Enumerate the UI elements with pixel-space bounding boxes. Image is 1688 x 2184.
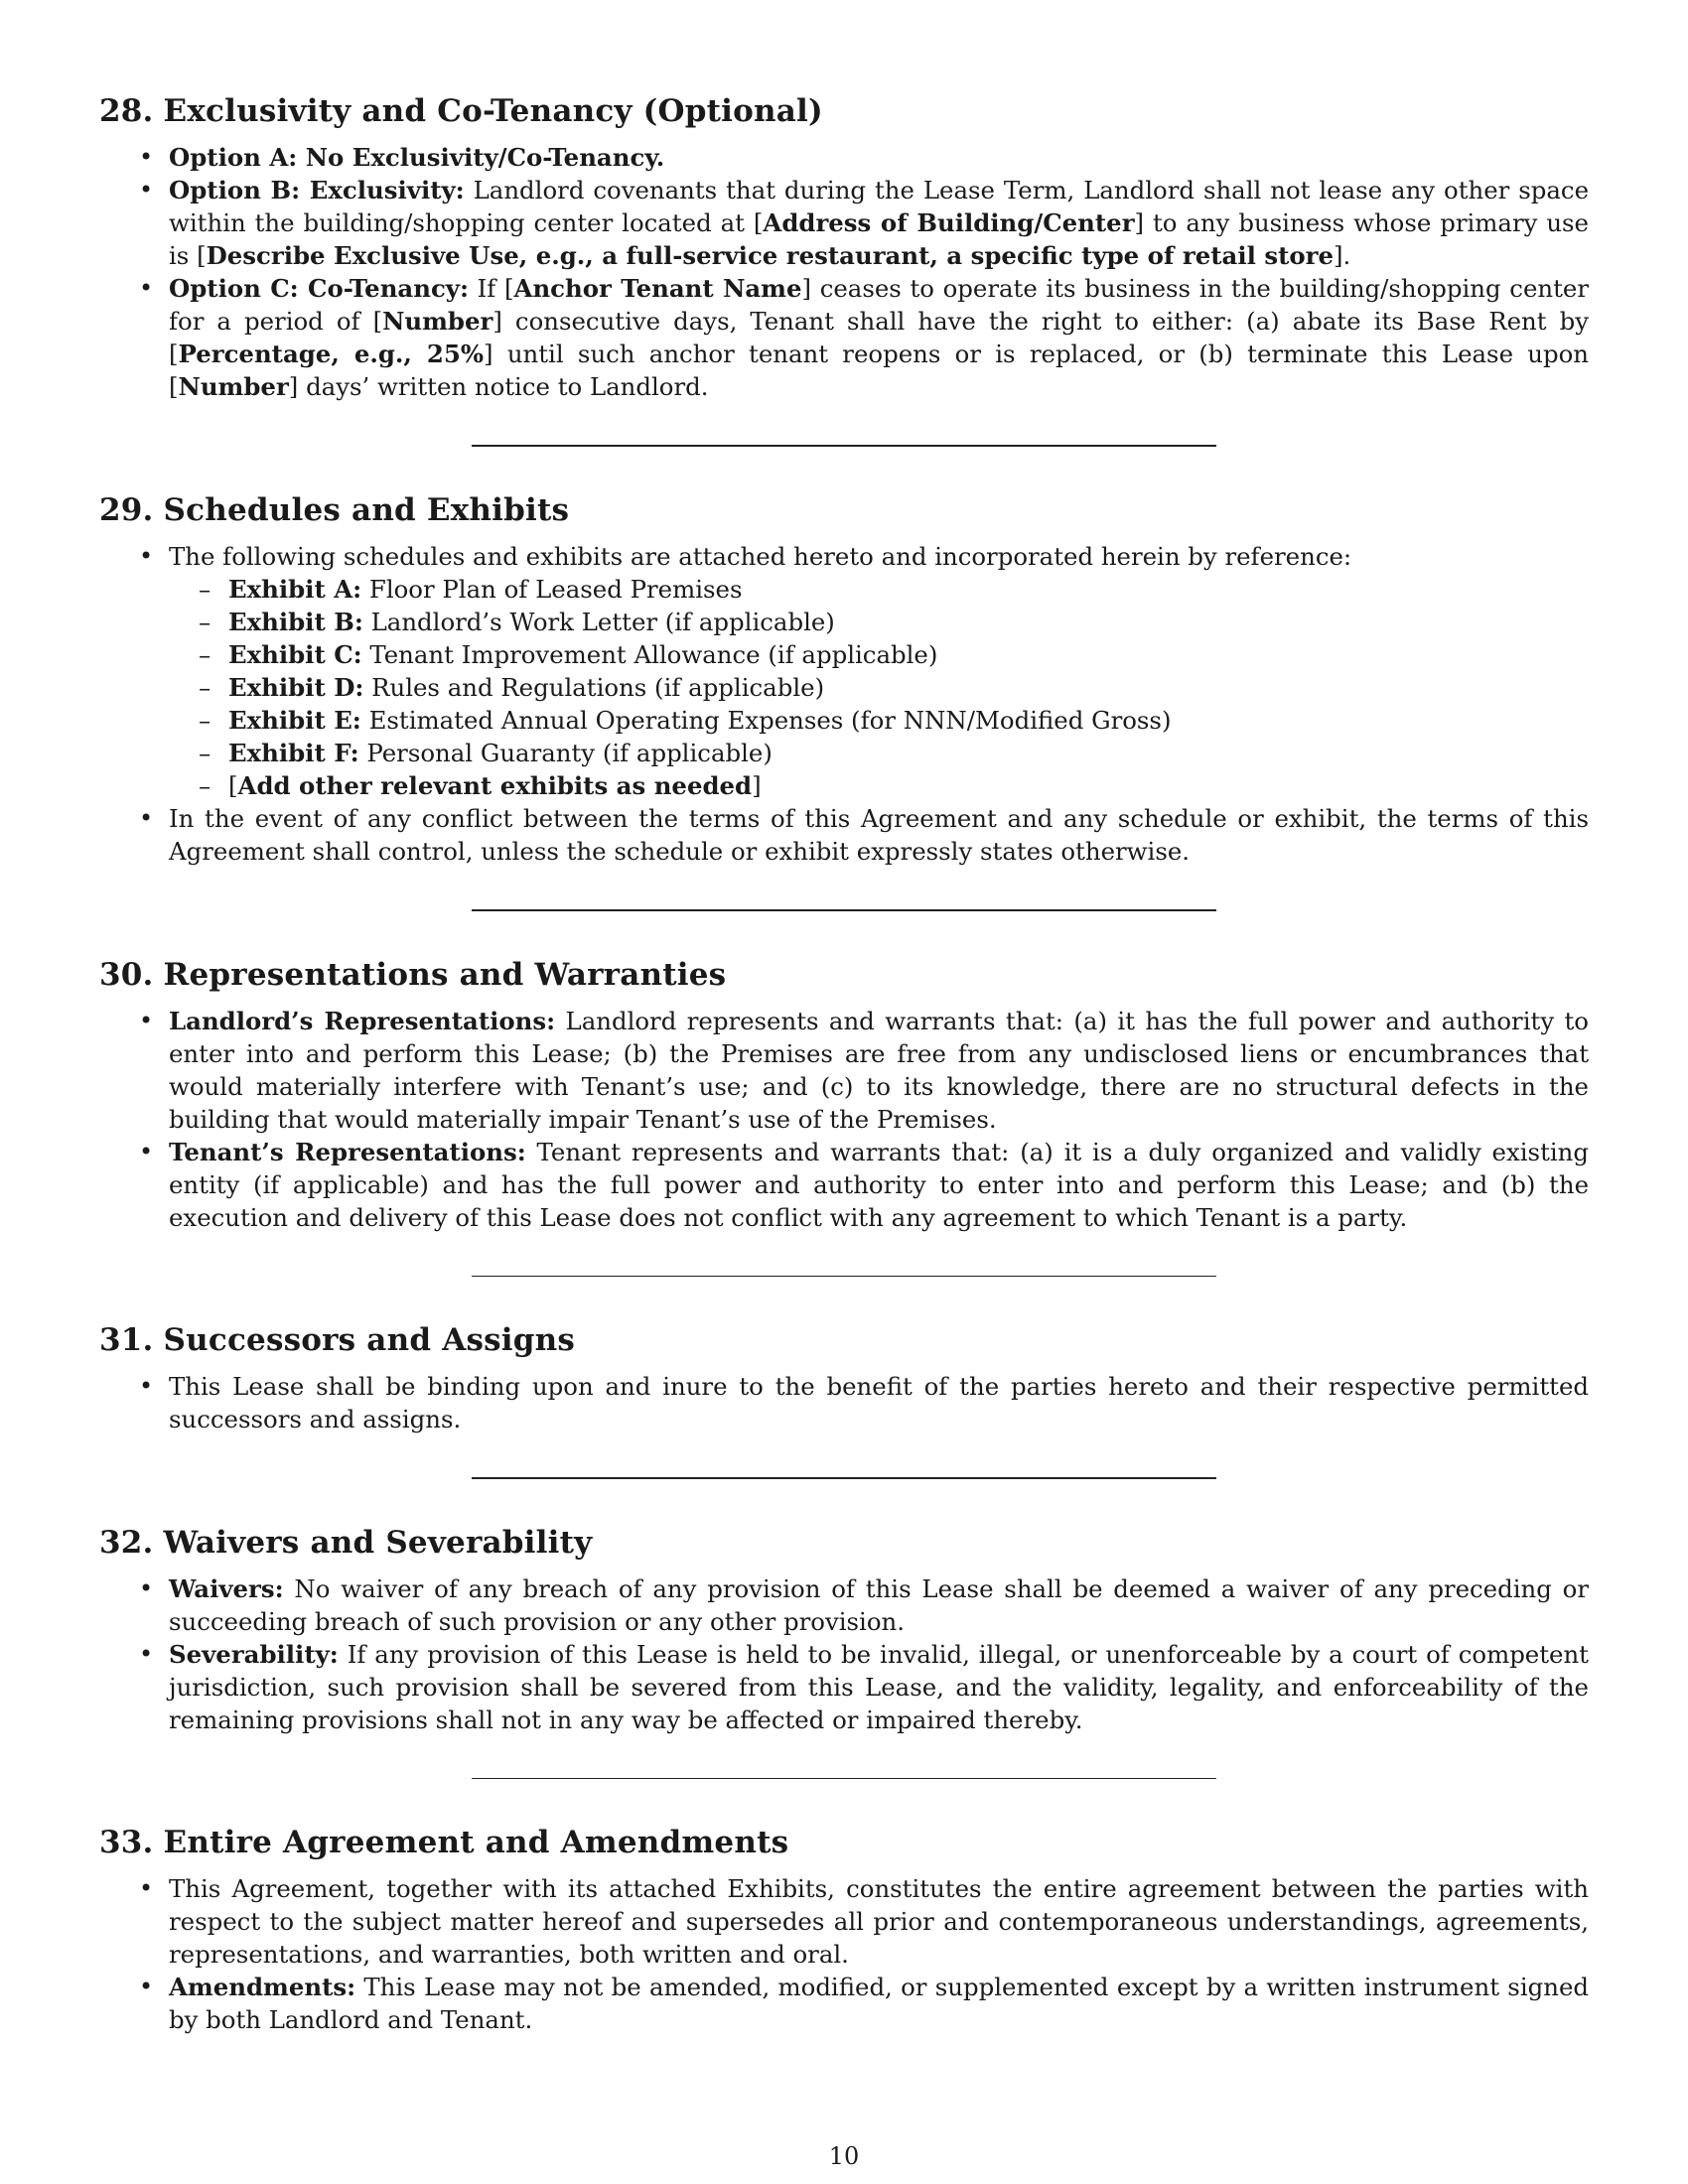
- section-32-list: [99, 1572, 1589, 1736]
- exhibit-item: – Exhibit B: Landlord’s Work Letter (if applicable): [169, 606, 1589, 638]
- exhibit-item: – Exhibit A: Floor Plan of Leased Premises: [169, 573, 1589, 606]
- page-number: 10: [828, 2142, 860, 2170]
- exhibit-item: – Exhibit F: Personal Guaranty (if applicable): [169, 737, 1589, 769]
- list-item: • In the event of any conflict between the terms of this Agreement and any schedule or exhibit, the terms of this Agreement shall control, unless the schedule or exhibit expressly states otherwise.: [99, 802, 1589, 868]
- list-item: • Amendments: This Lease may not be amended, modified, or supplemented except by a written instrument signed by both Landlord and Tenant.: [99, 1971, 1589, 2036]
- exhibit-list: [169, 573, 1589, 802]
- section-title-32: 32. Waivers and Severability: [99, 1525, 593, 1561]
- exhibit-item: – Exhibit C: Tenant Improvement Allowance (if applicable): [169, 638, 1589, 671]
- section-28-list: [99, 141, 1589, 403]
- list-item: • This Agreement, together with its attached Exhibits, constitutes the entire agreement between the parties with respect to the subject matter hereof and supersedes all prior and contemporaneous understandings, agreements, representations, and warranties, both written and oral.: [99, 1872, 1589, 1971]
- section-title-33: 33. Entire Agreement and Amendments: [99, 1825, 789, 1860]
- section-title-30: 30. Representations and Warranties: [99, 957, 727, 993]
- exhibit-item: – Exhibit D: Rules and Regulations (if applicable): [169, 671, 1589, 704]
- list-item: • Severability: If any provision of this Lease is held to be invalid, illegal, or unenforceable by a court of competent jurisdiction, such provision shall be severed from this Lease, and the validity, legality, and enforceability of the remaining provisions shall not in any way be affected or impaired thereby.: [99, 1638, 1589, 1736]
- list-item: • Waivers: No waiver of any breach of any provision of this Lease shall be deemed a waiver of any preceding or succeeding breach of such provision or any other provision.: [99, 1572, 1589, 1638]
- list-item: • The following schedules and exhibits are attached hereto and incorporated herein by reference: – Exhibit A: Floor Plan of Leased Premises – Exhibit B: Landlord’s Work Letter (if applicable) – Exhibit C: Tenant Improvement Allowance (if applicable) – Exhibit D: Rules and Regulations (if applicable) – Exhibit E: Estimated Annual Operating Expenses (for NNN/Modified Gross) – Exhibit F: Personal Guaranty (if applicable) – [Add other relevant exhibits as needed]: [99, 540, 1589, 802]
- list-item: • Landlord’s Representations: Landlord represents and warrants that: (a) it has the full power and authority to enter into and perform this Lease; (b) the Premises are free from any undisclosed liens or encumbrances that would materially interfere with Tenant’s use; and (c) to its knowledge, there are no structural defects in the building that would materially impair Tenant’s use of the Premises.: [99, 1005, 1589, 1136]
- section-title-28: 28. Exclusivity and Co-Tenancy (Optional): [99, 93, 823, 129]
- section-title-29: 29. Schedules and Exhibits: [99, 492, 570, 528]
- document-page: [99, 91, 1589, 2036]
- list-item: • Option B: Exclusivity: Landlord covenants that during the Lease Term, Landlord shall not lease any other space within the building/shopping center located at [Address of Building/Center] to any business whose primary use is [Describe Exclusive Use, e.g., a full-service restaurant, a specific type of retail store].: [99, 174, 1589, 272]
- list-item: • Tenant’s Representations: Tenant represents and warrants that: (a) it is a duly organized and validly existing entity (if applicable) and has the full power and authority to enter into and perform this Lease; and (b) the execution and delivery of this Lease does not conflict with any agreement to which Tenant is a party.: [99, 1136, 1589, 1234]
- exhibit-item: – [Add other relevant exhibits as needed]: [169, 769, 1589, 802]
- list-item: • This Lease shall be binding upon and inure to the benefit of the parties hereto and their respective permitted successors and assigns.: [99, 1370, 1589, 1435]
- section-29-list: [99, 540, 1589, 868]
- section-30-list: [99, 1005, 1589, 1234]
- section-33-list: [99, 1872, 1589, 2036]
- list-item: • Option C: Co-Tenancy: If [Anchor Tenant Name] ceases to operate its business in the building/shopping center for a period of [Number] consecutive days, Tenant shall have the right to either: (a) abate its Base Rent by [Percentage, e.g., 25%] until such anchor tenant reopens or is replaced, or (b) terminate this Lease upon [Number] days’ written notice to Landlord.: [99, 272, 1589, 403]
- list-item: • Option A: No Exclusivity/Co-Tenancy.: [99, 141, 1589, 174]
- section-title-31: 31. Successors and Assigns: [99, 1322, 576, 1358]
- exhibit-item: – Exhibit E: Estimated Annual Operating Expenses (for NNN/Modified Gross): [169, 704, 1589, 737]
- section-31-list: [99, 1370, 1589, 1435]
